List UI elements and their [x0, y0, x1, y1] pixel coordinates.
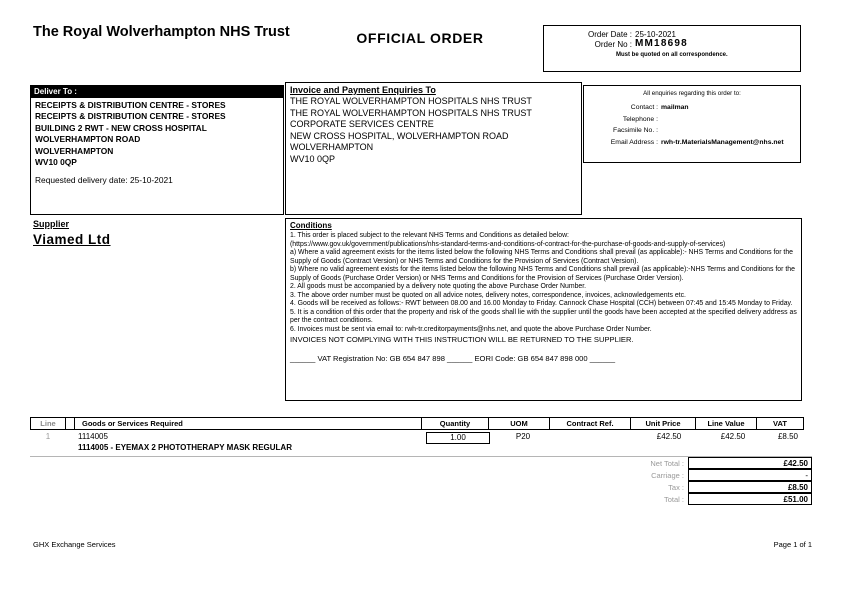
row-quantity-cell: [424, 432, 492, 456]
invoice-enquiries-address: [290, 96, 542, 165]
enquiries-contact-box: [583, 85, 801, 163]
condition-paragraph: 3. The above order number must be quoted on all advice notes, delivery notes, correspondence, invoices, acknowledgements etc.: [290, 291, 686, 299]
invoice-address-line: WOLVERHAMPTON: [290, 142, 374, 153]
carriage-value: -: [688, 469, 812, 481]
condition-paragraph: 5. It is a condition of this order that the property and risk of the goods shall lie with the supplier until the goods have been accepted at the specified delivery address as per the contract conditions.: [290, 308, 797, 324]
row-description: [76, 432, 424, 456]
row-line-value: £42.50: [720, 432, 746, 441]
deliver-to-box: [30, 85, 284, 215]
totals-block: [560, 458, 812, 506]
deliver-to-line: WOLVERHAMPTON ROAD: [35, 134, 141, 145]
email-value: rwh-tr.MaterialsManagement@nhs.net: [661, 138, 784, 146]
invoice-address-line: WV10 0QP: [290, 153, 336, 164]
telephone-value: [658, 114, 796, 126]
header-uom: UOM: [488, 417, 550, 430]
row-spacer: [66, 432, 76, 456]
order-note: Must be quoted on all correspondence.: [616, 52, 728, 58]
deliver-to-header: Deliver To :: [31, 86, 283, 98]
items-table: [30, 417, 812, 457]
condition-paragraph: b) Where no valid agreement exists for the items listed below the following NHS Terms and Conditions shall prevail (as applicable):-NHS Terms and Conditions for the Supply of Goods (Purchase Order Version) or NHS Terms and Conditions for the Provision of Services (Purchase Order Version).: [290, 266, 795, 282]
row-unit-price: £42.50: [656, 432, 682, 441]
row-item-code: 1114005: [78, 432, 108, 441]
order-no-label: Order No :: [594, 40, 632, 49]
items-table-header: [30, 417, 812, 430]
contact-label: Contact :: [630, 104, 658, 111]
invoice-warning: INVOICES NOT COMPLYING WITH THIS INSTRUCTION WILL BE RETURNED TO THE SUPPLIER.: [290, 335, 634, 344]
footer-service-name: GHX Exchange Services: [33, 540, 116, 549]
row-contract-ref: [554, 432, 636, 456]
header-contract-ref: Contract Ref.: [549, 417, 631, 430]
invoice-address-line: THE ROYAL WOLVERHAMPTON HOSPITALS NHS TRUST: [290, 96, 532, 106]
supplier-label: Supplier: [33, 219, 70, 229]
conditions-header: Conditions: [290, 221, 332, 230]
deliver-to-line: WOLVERHAMPTON: [35, 145, 114, 156]
header-vat: VAT: [756, 417, 804, 430]
row-quantity: 1.00: [426, 432, 490, 444]
row-line-number: 1: [45, 432, 51, 441]
supplier-name: Viamed Ltd: [33, 232, 111, 247]
condition-paragraph: 6. Invoices must be sent via email to: rwh-tr.creditorpayments@nhs.net, and quote the above Purchase Order Number.: [290, 325, 652, 333]
condition-paragraph: 1. This order is placed subject to the relevant NHS Terms and Conditions as detailed below:: [290, 232, 569, 239]
email-row: [584, 137, 800, 149]
invoice-address-line: NEW CROSS HOSPITAL, WOLVERHAMPTON ROAD: [290, 130, 509, 141]
organisation-name: The Royal Wolverhampton NHS Trust: [33, 24, 290, 40]
row-item-description: 1114005 - EYEMAX 2 PHOTOTHERAPY MASK REGULAR: [78, 443, 292, 452]
header-line-value: Line Value: [695, 417, 757, 430]
condition-paragraph: 2. All goods must be accompanied by a delivery note quoting the above Purchase Order Number.: [290, 283, 587, 290]
total-row: [560, 494, 812, 506]
net-total-label: Net Total :: [650, 459, 684, 468]
email-label: Email Address :: [610, 138, 658, 146]
footer-page-number: Page 1 of 1: [773, 540, 812, 549]
condition-paragraph: (https://www.gov.uk/government/publications/nhs-standard-terms-and-conditions-of-contract-for-the-purchase-of-goods-and-supply-of-services): [290, 240, 726, 248]
deliver-to-line: WV10 0QP: [35, 157, 77, 168]
order-date-value: 25-10-2021: [635, 30, 676, 39]
telephone-row: [584, 114, 800, 126]
facsimile-row: [584, 125, 800, 137]
facsimile-value: [658, 125, 796, 137]
header-quantity: Quantity: [421, 417, 489, 430]
row-vat: £8.50: [777, 432, 799, 441]
invoice-enquiries-header: Invoice and Payment Enquiries To: [290, 85, 436, 95]
deliver-to-address: [31, 98, 283, 168]
order-date-label: Order Date :: [587, 30, 632, 39]
header-goods: Goods or Services Required: [74, 417, 422, 430]
total-label: Total :: [663, 495, 684, 504]
condition-paragraph: a) Where a valid agreement exists for the items listed below the following NHS Terms and Conditions shall prevail (as applicable):- NHS Terms and Conditions for the Supply of Goods (Contract Version) or NHS Terms and Conditions for the Provision of Services (Contract Version).: [290, 249, 793, 265]
total-value: £51.00: [688, 493, 812, 505]
tax-label: Tax :: [668, 483, 684, 492]
deliver-to-line: RECEIPTS & DISTRIBUTION CENTRE - STORES: [35, 100, 226, 110]
order-info-box: [543, 25, 801, 72]
header-line: Line: [30, 417, 66, 430]
deliver-to-line: RECEIPTS & DISTRIBUTION CENTRE - STORES: [35, 111, 226, 122]
conditions-box: [285, 218, 802, 401]
condition-paragraph: 4. Goods will be received as follows:- RWT between 08.00 and 16.00 Monday to Friday. Cannock Chase Hospital (CCH) between 07:45 and 15:45 Monday to Friday.: [290, 300, 793, 307]
conditions-text: [290, 232, 797, 334]
invoice-address-line: CORPORATE SERVICES CENTRE: [290, 119, 434, 130]
requested-delivery-date: Requested delivery date: 25-10-2021: [35, 175, 173, 186]
header-unit-price: Unit Price: [630, 417, 696, 430]
facsimile-label: Facsimile No. :: [613, 127, 658, 134]
document-title: OFFICIAL ORDER: [356, 30, 484, 46]
enquiries-heading: All enquiries regarding this order to:: [643, 90, 741, 97]
contact-value: mailman: [661, 104, 689, 111]
tax-value: £8.50: [688, 481, 812, 493]
invoice-enquiries-box: [285, 82, 582, 215]
telephone-label: Telephone :: [622, 115, 658, 123]
row-uom: P20: [515, 432, 531, 441]
contact-row: [584, 102, 800, 114]
vat-registration-line: ______ VAT Registration No: GB 654 847 898 ______ EORI Code: GB 654 847 898 000 ______: [290, 354, 616, 363]
order-no-row: [544, 40, 800, 50]
net-total-value: £42.50: [688, 457, 812, 469]
table-row: [30, 430, 812, 457]
invoice-address-line: THE ROYAL WOLVERHAMPTON HOSPITALS NHS TRUST: [290, 107, 532, 118]
order-no-value: MM18698: [635, 38, 688, 49]
carriage-label: Carriage :: [651, 471, 684, 480]
deliver-to-line: BUILDING 2 RWT - NEW CROSS HOSPITAL: [35, 122, 207, 133]
